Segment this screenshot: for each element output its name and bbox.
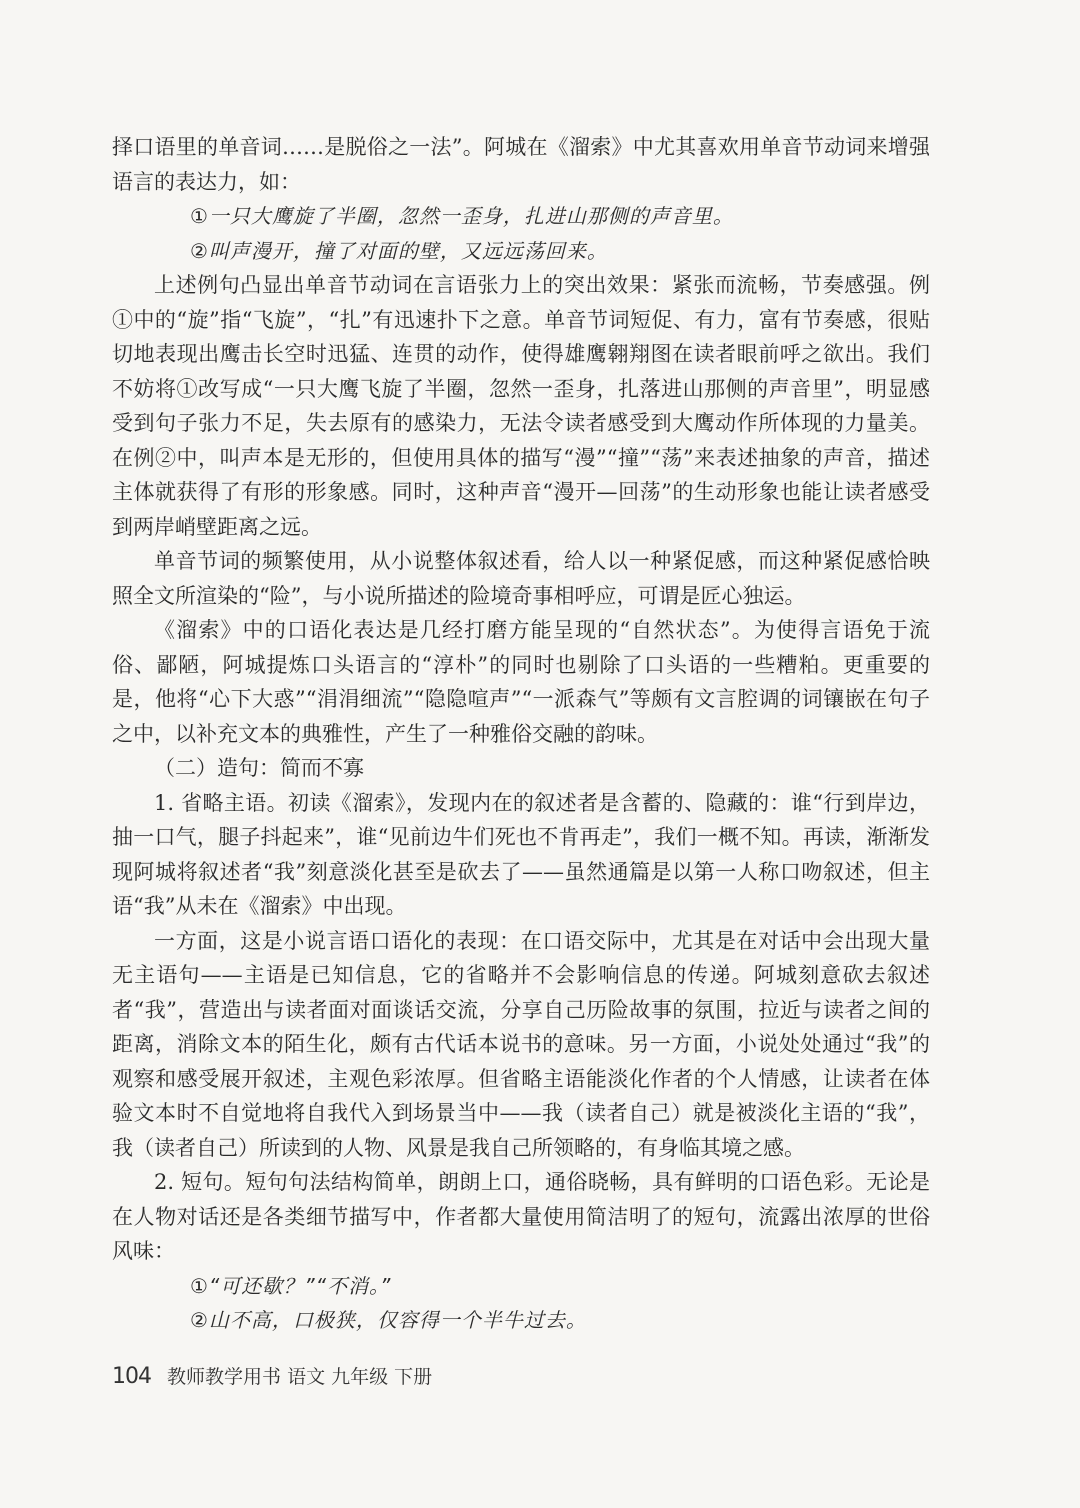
paragraph: 《溜索》中的口语化表达是几经打磨方能呈现的“自然状态”。为使得言语免于流俗、鄙陋，阿城提炼口头语言的“淳朴”的同时也剔除了口头语的一些糟粕。更重要的是，他将“心下大惑”“涓涓细流”“隐隐喧声”“一派森气”等颇有文言腔调的词镶嵌在句子之中，以补充文本的典雅性，产生了一种雅俗交融的韵味。 — [112, 618, 930, 746]
paragraph: 1. 省略主语。初读《溜索》，发现内在的叙述者是含蓄的、隐藏的：谁“行到岸边，抽一口气，腿子抖起来”，谁“见前边牛们死也不肯再走”，我们一概不知。再读，渐渐发现阿城将叙述者“我”刻意淡化甚至是砍去了——虽然通篇是以第一人称口吻叙述，但主语“我”从未在《溜索》中出现。 — [112, 790, 930, 918]
example-sentence: ①一只大鹰旋了半圈，忽然一歪身，扎进山那侧的声音里。 — [190, 204, 734, 228]
book-title: 教师教学用书 语文 九年级 下册 — [167, 1366, 433, 1388]
body-text — [112, 130, 930, 1338]
paragraph: 一方面，这是小说言语口语化的表现：在口语交际中，尤其是在对话中会出现大量无主语句——主语是已知信息，它的省略并不会影响信息的传递。阿城刻意砍去叙述者“我”，营造出与读者面对面谈话交流，分享自己历险故事的氛围，拉近与读者之间的距离，消除文本的陌生化，颇有古代话本说书的意味。另一方面，小说处处通过“我”的观察和感受展开叙述，主观色彩浓厚。但省略主语能淡化作者的个人情感，让读者在体验文本时不自觉地将自我代入到场景当中——我（读者自己）就是被淡化主语的“我”，我（读者自己）所读到的人物、风景是我自己所领略的，有身临其境之感。 — [112, 928, 930, 1160]
page-number: 104 — [112, 1364, 151, 1389]
paragraph: 单音节词的频繁使用，从小说整体叙述看，给人以一种紧促感，而这种紧促感恰映照全文所渲染的“险”，与小说所描述的险境奇事相呼应，可谓是匠心独运。 — [112, 549, 930, 608]
paragraph: 择口语里的单音词……是脱俗之一法”。阿城在《溜索》中尤其喜欢用单音节动词来增强语言的表达力，如： — [112, 135, 930, 194]
page-footer — [112, 1362, 432, 1389]
paragraph: 2. 短句。短句句法结构简单，朗朗上口，通俗晓畅，具有鲜明的口语色彩。无论是在人物对话还是各类细节描写中，作者都大量使用简洁明了的短句，流露出浓厚的世俗风味： — [112, 1170, 930, 1263]
section-heading: （二）造句：简而不寡 — [154, 756, 364, 780]
example-sentence: ②叫声漫开，撞了对面的壁，又远远荡回来。 — [190, 238, 608, 263]
example-sentence: ②山不高，口极狭，仅容得一个半牛过去。 — [190, 1308, 587, 1332]
example-sentence: ①“可还歇？”“不消。” — [190, 1273, 392, 1298]
paragraph: 上述例句凸显出单音节动词在言语张力上的突出效果：紧张而流畅，节奏感强。例①中的“旋”指“飞旋”，“扎”有迅速扑下之意。单音节词短促、有力，富有节奏感，很贴切地表现出鹰击长空时迅猛、连贯的动作，使得雄鹰翱翔图在读者眼前呼之欲出。我们不妨将①改写成“一只大鹰飞旋了半圈，忽然一歪身，扎落进山那侧的声音里”，明显感受到句子张力不足，失去原有的感染力，无法令读者感受到大鹰动作所体现的力量美。在例②中，叫声本是无形的，但使用具体的描写“漫”“撞”“荡”来表述抽象的声音，描述主体就获得了有形的形象感。同时，这种声音“漫开—回荡”的生动形象也能让读者感受到两岸峭壁距离之远。 — [112, 273, 930, 539]
